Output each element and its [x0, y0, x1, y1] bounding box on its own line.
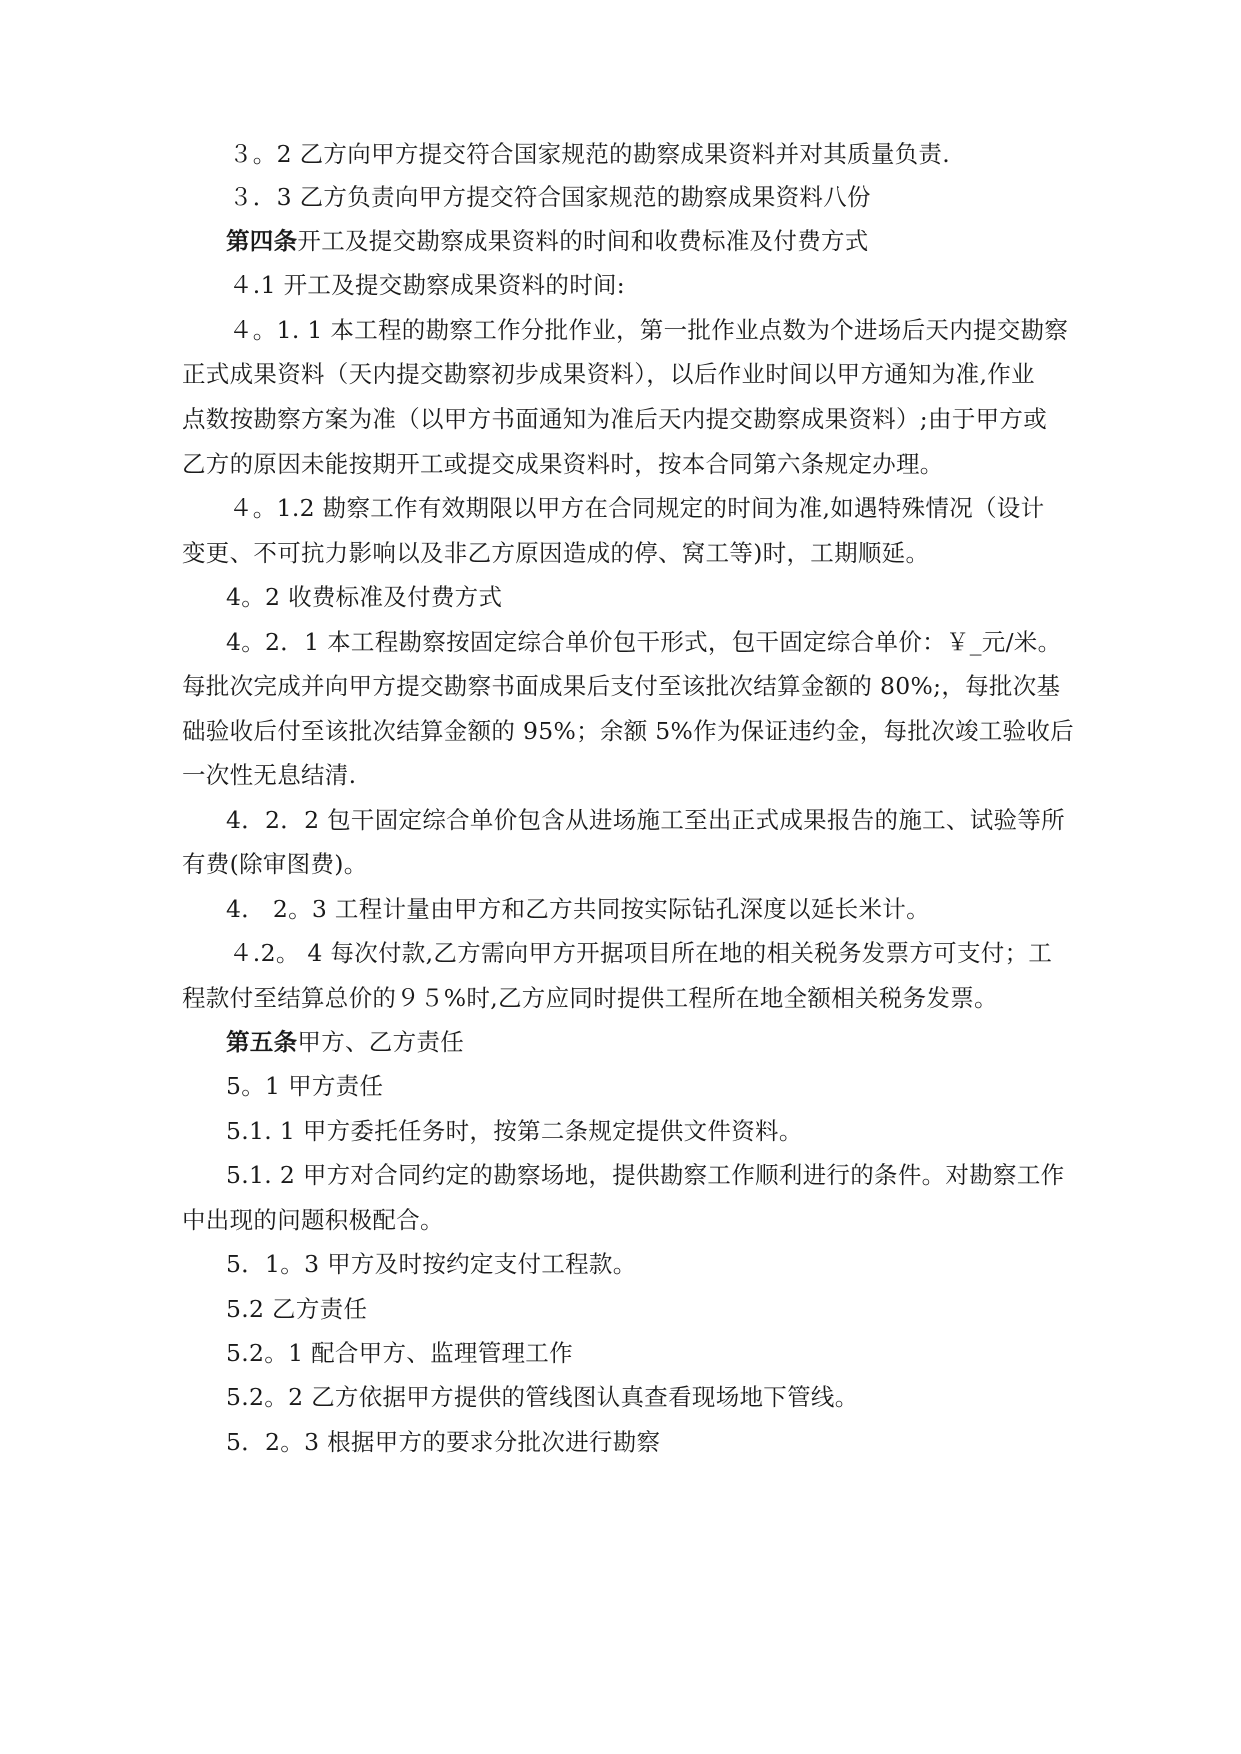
clause-5-1-3: 5．1。3 甲方及时按约定支付工程款。 [226, 1250, 637, 1278]
article-5-heading [226, 1027, 464, 1057]
clause-4-2-1-line1: 4。2．1 本工程勘察按固定综合单价包干形式，包干固定综合单价：￥_元/米。 [226, 628, 1062, 656]
clause-4-1-1-line1: ４。1. 1 本工程的勘察工作分批作业，第一批作业点数为个进场后天内提交勘察 [229, 316, 1069, 344]
clause-5-1-2-line1: 5.1. 2 甲方对合同约定的勘察场地，提供勘察工作顺利进行的条件。对勘察工作 [226, 1161, 1065, 1189]
clause-4-2-1-line3: 础验收后付至该批次结算金额的 95%；余额 5%作为保证违约金，每批次竣工验收后 [182, 717, 1074, 745]
clause-5-2-1: 5.2。1 配合甲方、监理管理工作 [226, 1339, 573, 1367]
clause-5-2: 5.2 乙方责任 [226, 1295, 368, 1323]
clause-5-1: 5。1 甲方责任 [226, 1072, 384, 1100]
clause-4-2-1-line2: 每批次完成并向甲方提交勘察书面成果后支付至该批次结算金额的 80%;，每批次基 [182, 672, 1061, 700]
clause-4-1-1-line2: 正式成果资料（天内提交勘察初步成果资料），以后作业时间以甲方通知为准,作业 [182, 360, 1035, 388]
article-4-title: 开工及提交勘察成果资料的时间和收费标准及付费方式 [297, 227, 869, 255]
clause-5-1-1: 5.1. 1 甲方委托任务时，按第二条规定提供文件资料。 [226, 1117, 803, 1145]
clause-4-1-1-line4: 乙方的原因未能按期开工或提交成果资料时，按本合同第六条规定办理。 [182, 450, 944, 478]
clause-4-2-2-line1: 4．2．2 包干固定综合单价包含从进场施工至出正式成果报告的施工、试验等所 [226, 806, 1065, 834]
clause-4-2-3: 4． 2。3 工程计量由甲方和乙方共同按实际钻孔深度以延长米计。 [226, 895, 930, 923]
article-5-number: 第五条 [226, 1028, 298, 1056]
clause-4-1: ４.1 开工及提交勘察成果资料的时间: [229, 271, 626, 299]
clause-3-3: ３．3 乙方负责向甲方提交符合国家规范的勘察成果资料八份 [229, 183, 871, 211]
article-5-title: 甲方、乙方责任 [297, 1028, 465, 1056]
article-4-number: 第四条 [226, 227, 298, 255]
clause-4-1-1-line3: 点数按勘察方案为准（以甲方书面通知为准后天内提交勘察成果资料）;由于甲方或 [182, 405, 1048, 433]
clause-4-2-4-line2: 程款付至结算总价的９５%时,乙方应同时提供工程所在地全额相关税务发票。 [182, 984, 998, 1012]
clause-5-2-2: 5.2。2 乙方依据甲方提供的管线图认真查看现场地下管线。 [226, 1383, 859, 1411]
article-4-heading [226, 226, 869, 256]
clause-4-2: 4。2 收费标准及付费方式 [226, 583, 503, 611]
clause-4-2-4-line1: ４.2。 4 每次付款,乙方需向甲方开据项目所在地的相关税务发票方可支付；工 [229, 939, 1053, 967]
clause-5-1-2-line2: 中出现的问题积极配合。 [182, 1206, 444, 1234]
clause-4-1-2-line1: ４。1.2 勘察工作有效期限以甲方在合同规定的时间为准,如遇特殊情况（设计 [229, 494, 1045, 522]
clause-4-2-2-line2: 有费(除审图费)。 [182, 850, 368, 878]
clause-4-2-1-line4: 一次性无息结清. [182, 761, 357, 789]
clause-5-2-3: 5．2。3 根据甲方的要求分批次进行勘察 [226, 1428, 661, 1456]
clause-4-1-2-line2: 变更、不可抗力影响以及非乙方原因造成的停、窝工等)时，工期顺延。 [182, 539, 930, 567]
clause-3-2: ３。2 乙方向甲方提交符合国家规范的勘察成果资料并对其质量负责. [229, 140, 950, 168]
